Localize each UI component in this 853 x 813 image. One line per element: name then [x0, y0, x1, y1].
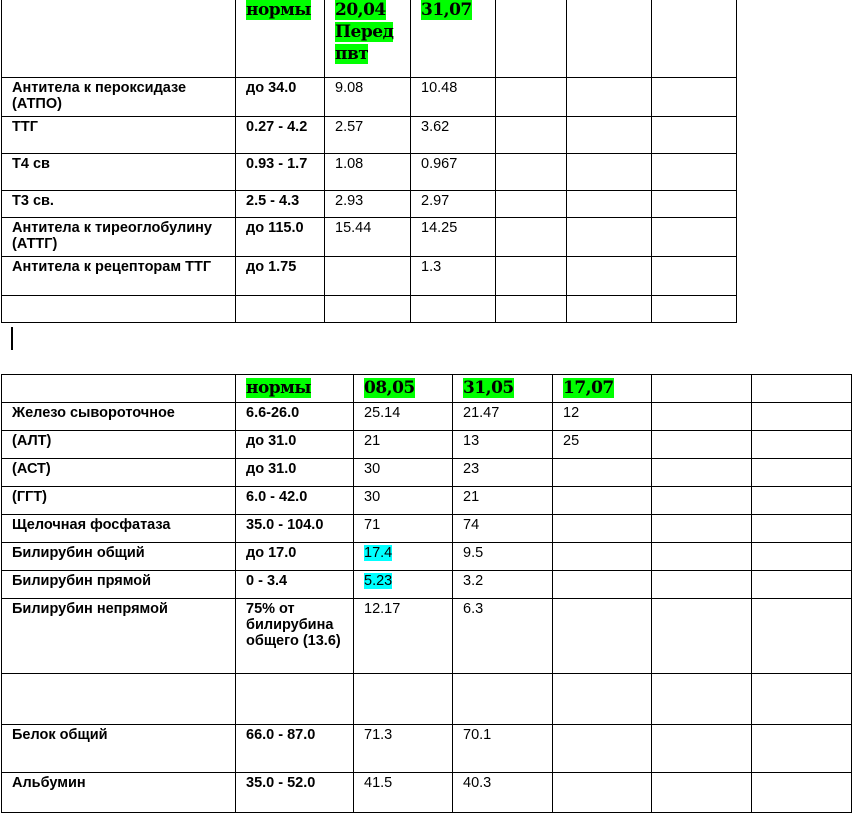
result-value: [553, 725, 652, 773]
result-value: [553, 515, 652, 543]
header-cell: [453, 375, 553, 403]
table-header-row: [2, 0, 737, 78]
result-value: [553, 571, 652, 599]
header-cell: [652, 375, 752, 403]
result-value: [553, 459, 652, 487]
result-value: [553, 674, 652, 725]
test-name: Т4 св: [2, 154, 236, 191]
table-row: [2, 117, 737, 154]
table-row: [2, 571, 852, 599]
header-norms: нормы: [246, 378, 311, 398]
header-cell: [752, 375, 852, 403]
result-value: 71: [354, 515, 453, 543]
header-cell: [553, 375, 652, 403]
result-value: 21.47: [453, 403, 553, 431]
header-cell: [567, 0, 652, 78]
header-date: 17,07: [563, 378, 614, 398]
test-name: (АСТ): [2, 459, 236, 487]
header-cell: [652, 0, 737, 78]
table-row: [2, 431, 852, 459]
result-value: [354, 571, 453, 599]
result-value: [553, 599, 652, 674]
result-value: 6.3: [453, 599, 553, 674]
result-value: 30: [354, 487, 453, 515]
result-value: 25.14: [354, 403, 453, 431]
table-row: [2, 599, 852, 674]
result-value: [553, 543, 652, 571]
header-date: 08,05: [364, 378, 415, 398]
table-row: [2, 78, 737, 117]
test-name: Железо сывороточное: [2, 403, 236, 431]
norm-value: [236, 674, 354, 725]
result-value: 1.08: [325, 154, 411, 191]
result-value: 41.5: [354, 773, 453, 813]
header-cell: [2, 375, 236, 403]
norm-value: до 31.0: [236, 431, 354, 459]
result-value: [354, 543, 453, 571]
table-row: [2, 487, 852, 515]
result-value: 74: [453, 515, 553, 543]
biochemistry-table: [1, 374, 852, 813]
result-value: 25: [553, 431, 652, 459]
result-value: 70.1: [453, 725, 553, 773]
result-value: 12.17: [354, 599, 453, 674]
result-value: [453, 674, 553, 725]
norm-value: 0 - 3.4: [236, 571, 354, 599]
header-norms: нормы: [246, 0, 311, 20]
norm-value: до 31.0: [236, 459, 354, 487]
norm-value: 35.0 - 104.0: [236, 515, 354, 543]
table-row: [2, 543, 852, 571]
header-date: 20,04 Перед пвт: [335, 0, 394, 64]
norm-value: [236, 296, 325, 323]
norm-value: до 34.0: [236, 78, 325, 117]
result-value: 9.5: [453, 543, 553, 571]
header-cell: [354, 375, 453, 403]
header-date: 31,07: [421, 0, 472, 20]
test-name: (ГГТ): [2, 487, 236, 515]
header-cell: [236, 0, 325, 78]
test-name: Альбумин: [2, 773, 236, 813]
norm-value: 2.5 - 4.3: [236, 191, 325, 218]
result-value: 2.93: [325, 191, 411, 218]
thyroid-table: [1, 0, 737, 323]
table-row: [2, 674, 852, 725]
norm-value: 35.0 - 52.0: [236, 773, 354, 813]
norm-value: 6.0 - 42.0: [236, 487, 354, 515]
result-value: [553, 487, 652, 515]
result-value: 30: [354, 459, 453, 487]
norm-value: 75% от билирубина общего (13.6): [236, 599, 354, 674]
table-row: [2, 154, 737, 191]
result-value: [553, 773, 652, 813]
result-value: 14.25: [411, 218, 496, 257]
table-row: [2, 725, 852, 773]
result-value: 9.08: [325, 78, 411, 117]
norm-value: 6.6-26.0: [236, 403, 354, 431]
table-row: [2, 191, 737, 218]
result-value: 0.967: [411, 154, 496, 191]
result-value: [325, 296, 411, 323]
header-cell: [236, 375, 354, 403]
test-name: Билирубин непрямой: [2, 599, 236, 674]
test-name: Белок общий: [2, 725, 236, 773]
test-name: Антитела к пероксидазе (АТПО): [2, 78, 236, 117]
header-date: 31,05: [463, 378, 514, 398]
table-header-row: [2, 375, 852, 403]
table-row: [2, 773, 852, 813]
result-value: 1.3: [411, 257, 496, 296]
header-cell: [325, 0, 411, 78]
norm-value: 66.0 - 87.0: [236, 725, 354, 773]
highlighted-value: 17.4: [364, 545, 393, 561]
test-name: ТТГ: [2, 117, 236, 154]
table-row: [2, 296, 737, 323]
test-name: Билирубин общий: [2, 543, 236, 571]
header-cell: [411, 0, 496, 78]
test-name: Билирубин прямой: [2, 571, 236, 599]
norm-value: 0.27 - 4.2: [236, 117, 325, 154]
table-row: [2, 403, 852, 431]
table-row: [2, 257, 737, 296]
result-value: [411, 296, 496, 323]
result-value: 12: [553, 403, 652, 431]
result-value: 2.57: [325, 117, 411, 154]
norm-value: до 17.0: [236, 543, 354, 571]
test-name: Т3 св.: [2, 191, 236, 218]
result-value: 3.2: [453, 571, 553, 599]
test-name: Антитела к рецепторам ТТГ: [2, 257, 236, 296]
test-name: [2, 674, 236, 725]
test-name: (АЛТ): [2, 431, 236, 459]
result-value: 23: [453, 459, 553, 487]
highlighted-value: 5.23: [364, 573, 393, 589]
norm-value: до 115.0: [236, 218, 325, 257]
test-name: Антитела к тиреоглобулину (АТТГ): [2, 218, 236, 257]
result-value: 40.3: [453, 773, 553, 813]
result-value: 21: [453, 487, 553, 515]
table-row: [2, 218, 737, 257]
result-value: [325, 257, 411, 296]
result-value: 15.44: [325, 218, 411, 257]
result-value: 3.62: [411, 117, 496, 154]
result-value: 71.3: [354, 725, 453, 773]
table-row: [2, 459, 852, 487]
result-value: 2.97: [411, 191, 496, 218]
norm-value: до 1.75: [236, 257, 325, 296]
header-cell: [496, 0, 567, 78]
text-cursor: [11, 327, 13, 350]
result-value: 21: [354, 431, 453, 459]
test-name: [2, 296, 236, 323]
result-value: [354, 674, 453, 725]
norm-value: 0.93 - 1.7: [236, 154, 325, 191]
result-value: 10.48: [411, 78, 496, 117]
test-name: Щелочная фосфатаза: [2, 515, 236, 543]
header-cell: [2, 0, 236, 78]
result-value: 13: [453, 431, 553, 459]
table-row: [2, 515, 852, 543]
